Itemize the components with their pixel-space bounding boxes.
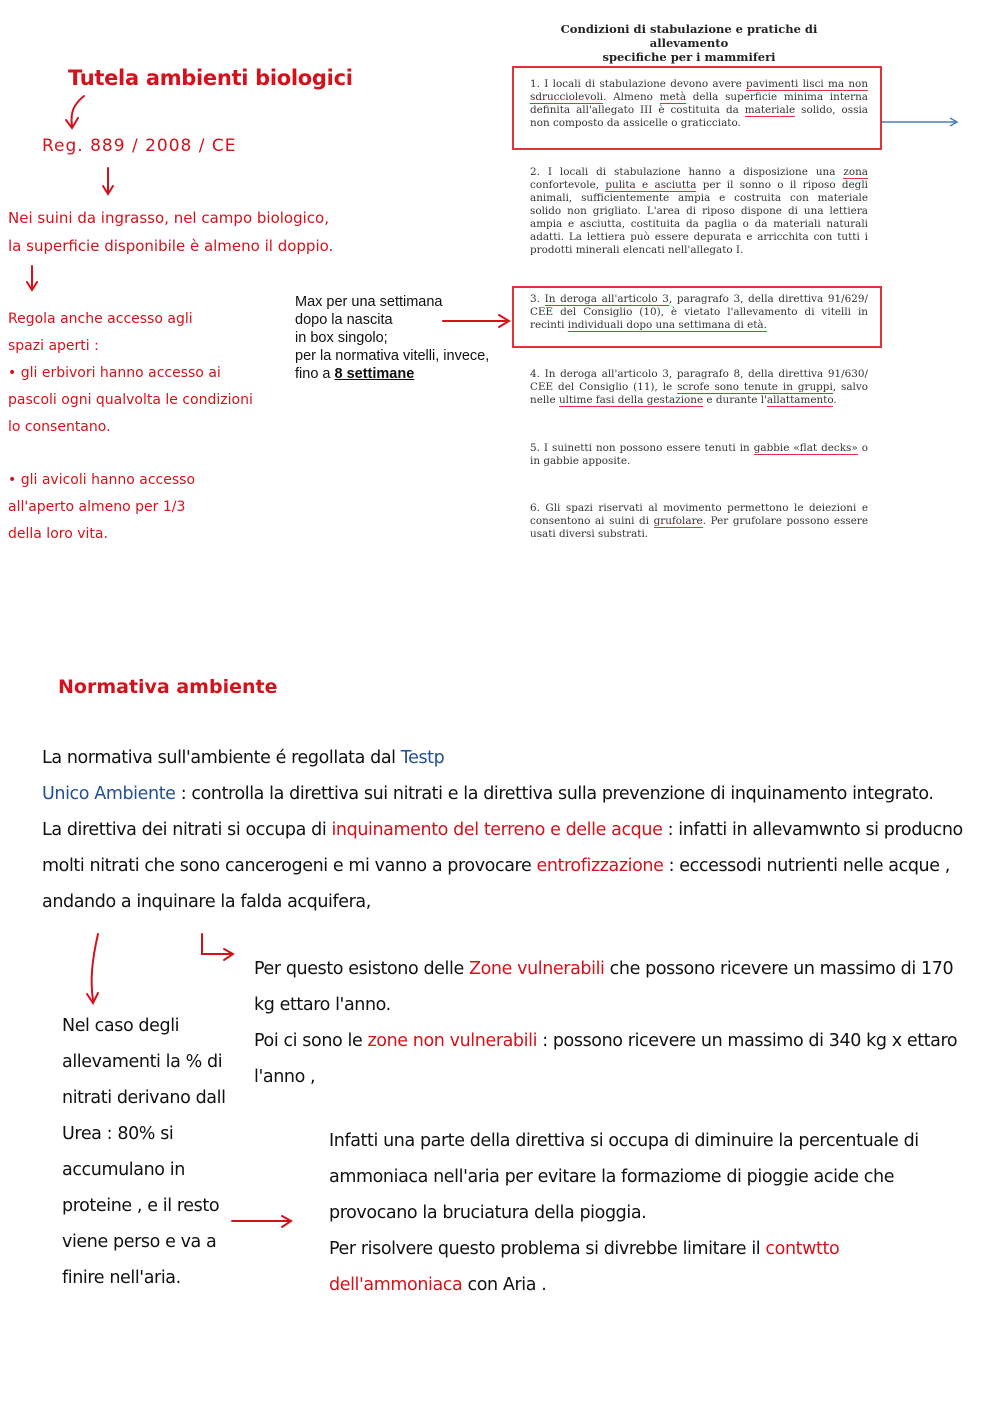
- avicoli-line: della loro vita.: [8, 526, 108, 542]
- urea-note-text: Nel caso degli allevamenti la % di nitrati derivano dall Urea : 80% si accumulano in proteine , e il resto viene perso e va a finire nell'aria.: [62, 1016, 226, 1288]
- handwritten-suini-note: [8, 204, 398, 260]
- regola-line: • gli erbivori hanno accesso ai: [8, 365, 221, 381]
- section-title-ambiente: Normativa ambiente: [58, 676, 278, 698]
- handwritten-regulation: Reg. 889 / 2008 / CE: [42, 136, 237, 156]
- ammoniaca-line-2: Per risolvere questo problema si divrebbe limitare il contwtto dell'ammoniaca con Aria .: [329, 1239, 840, 1295]
- regola-line: pascoli ogni qualvolta le condizioni: [8, 392, 253, 408]
- paragraph-2: 2. I locali di stabulazione hanno a disposizione una zona confortevole, pulita e asciutta per il sonno o il riposo degli animali, sufficientemente ampia e costruita con materiale solido non grigliato. L'area di riposo dispone di una lettiera ampia e asciutta, costituita da paglia o da materiali naturali adatti. La lettiera può essere depurata e arricchita con tutti i prodotti minerali elencati nell'allegato I.: [530, 166, 868, 256]
- callout-highlight: 8 settimane: [334, 366, 415, 382]
- document-title: [524, 22, 854, 64]
- handwritten-regola-note: [8, 306, 298, 548]
- zone-line-2: Poi ci sono le zone non vulnerabili : possono ricevere un massimo di 340 kg x ettaro l'anno ,: [254, 1031, 958, 1087]
- document-title-line: specifiche per i mammiferi: [602, 50, 776, 64]
- paragraph-5: 5. I suinetti non possono essere tenuti in gabbie «flat decks» o in gabbie apposite.: [530, 442, 868, 467]
- callout-line: per la normativa vitelli, invece,: [295, 348, 490, 364]
- callout-line: Max per una settimana: [295, 294, 443, 310]
- arrow-title-to-reg: [72, 96, 85, 126]
- suini-line-1: Nei suini da ingrasso, nel campo biologico,: [8, 209, 329, 227]
- ambiente-main-text: [42, 740, 982, 920]
- ammoniaca-text: [329, 1123, 959, 1303]
- paragraph-1: 1. I locali di stabulazione devono avere pavimenti lisci ma non sdrucciolevoli. Almeno metà della superficie minima interna definita all'allegato III è costituita da materiale solido, ossia non composto da assicelle o graticciato.: [530, 78, 869, 129]
- regola-line: Regola anche accesso agli: [8, 311, 193, 327]
- main-line-2: Unico Ambiente : controlla la direttiva sui nitrati e la direttiva sulla prevenzione di inquinamento integrato.: [42, 784, 934, 804]
- main-line-1: La normativa sull'ambiente é regollata dal Testp: [42, 748, 445, 768]
- scanned-regulation-excerpt: [510, 22, 878, 552]
- avicoli-line: all'aperto almeno per 1/3: [8, 499, 186, 515]
- document-title-line: Condizioni di stabulazione e pratiche di allevamento: [560, 22, 818, 50]
- arrow-down-caso: [92, 934, 98, 1000]
- regola-line: spazi aperti :: [8, 338, 99, 354]
- ammoniaca-line-1: Infatti una parte della direttiva si occupa di diminuire la percentuale di ammoniaca nell'aria per evitare la formaziome di pioggie acide che provocano la bruciatura della pioggia.: [329, 1131, 919, 1223]
- paragraph-6: 6. Gli spazi riservati al movimento permettono le deiezioni e consentono ai suini di grufolare. Per grufolare possono essere usati diversi substrati.: [530, 502, 868, 540]
- zone-line-1: Per questo esistono delle Zone vulnerabili che possono ricevere un massimo di 170 kg ettaro l'anno.: [254, 959, 954, 1015]
- main-paragraph-nitrati: La direttiva dei nitrati si occupa di inquinamento del terreno e delle acque : infatti in allevamwnto si producno molti nitrati che sono cancerogeni e mi vanno a provocare entrofizzazione : eccessodi nutrienti nelle acque , andando a inquinare la falda acquifera,: [42, 820, 963, 912]
- callout-line: dopo la nascita: [295, 312, 393, 328]
- suini-line-2: la superficie disponibile è almeno il doppio.: [8, 237, 334, 255]
- regola-line: lo consentano.: [8, 419, 111, 435]
- paragraph-4: 4. In deroga all'articolo 3, paragrafo 8, della direttiva 91/630/ CEE del Consiglio (11), le scrofe sono tenute in gruppi, salvo nelle ultime fasi della gestazione e durante l'allattamento.: [530, 368, 868, 406]
- handwritten-title: Tutela ambienti biologici: [68, 66, 353, 90]
- zone-vulnerabili-text: [254, 951, 964, 1095]
- avicoli-line: • gli avicoli hanno accesso: [8, 472, 196, 488]
- callout-vitelli-note: [295, 293, 489, 383]
- paragraph-3: 3. In deroga all'articolo 3, paragrafo 3, della direttiva 91/629/ CEE del Consiglio (10), è vietato l'allevamento di vitelli in recinti individuali dopo una settimana di età.: [530, 293, 868, 331]
- callout-line: fino a 8 settimane: [295, 366, 415, 382]
- callout-line: in box singolo;: [295, 330, 388, 346]
